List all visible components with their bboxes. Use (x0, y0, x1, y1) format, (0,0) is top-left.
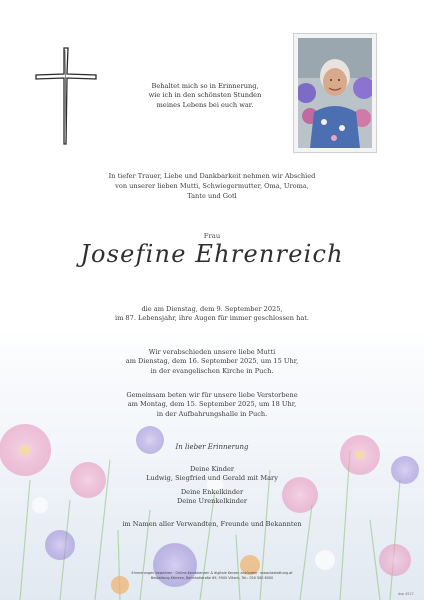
funeral-notice (40, 348, 384, 376)
portrait-photo (298, 38, 372, 148)
prayer-line: am Montag, dem 15. September 2025, um 18 Uhr, (127, 400, 297, 409)
page-id: dsp 4527 (398, 592, 414, 596)
footer-line: Bestattung Kärnten, Bahnhofstraße 69, 9500 Villach, Tel.: 050 500 6000 (150, 576, 274, 580)
quote-line: wie ich in den schönsten Stunden (148, 91, 262, 100)
quote-line: meines Lebens bei euch war. (156, 100, 254, 109)
portrait-frame (293, 33, 377, 153)
memorial-quote (120, 82, 290, 110)
mourner-line: Ludwig, Siegfried und Gerald mit Mary (146, 474, 278, 483)
intro-text (60, 172, 364, 201)
mourners-list (40, 465, 384, 507)
quote-line: Behaltet mich so in Erinnerung, (151, 82, 259, 90)
funeral-line: in der evangelischen Kirche in Puch. (150, 366, 274, 375)
prayer-notice (40, 391, 384, 419)
memory-heading: In lieber Erinnerung (175, 443, 249, 451)
closing-text: im Namen aller Verwandten, Freunde und Bekannten (122, 520, 302, 528)
cross-icon (34, 46, 98, 146)
intro-line: von unserer lieben Mutti, Schwiegermutter, Oma, Uroma, (115, 181, 309, 190)
deceased-name: Josefine Ehrenreich (80, 240, 344, 268)
mourner-line: Deine Kinder (189, 465, 235, 473)
prayer-line: in der Aufbahrungshalle in Puch. (156, 409, 268, 418)
footer-line: Erinnerungen bewahren · Online-Kondolenzen & digitale Kerzen anzünden · www.bestattung.at (131, 571, 293, 575)
prayer-line: Gemeinsam beten wir für unsere liebe Verstorbene (126, 391, 298, 399)
intro-line: In tiefer Trauer, Liebe und Dankbarkeit nehmen wir Abschied (108, 172, 316, 180)
closing-line (40, 520, 384, 529)
death-notice (40, 305, 384, 324)
funeral-line: am Dienstag, dem 16. September 2025, um 15 Uhr, (125, 357, 299, 366)
funeral-home-footer (40, 571, 384, 581)
intro-line: Tante und Gotl (187, 191, 237, 200)
mourner-line: Deine Enkelkinder (180, 487, 244, 496)
death-line: im 87. Lebensjahr, ihre Augen für immer geschlossen hat. (114, 314, 310, 323)
funeral-line: Wir verabschieden unsere liebe Mutti (148, 348, 276, 356)
salutation: Frau (203, 232, 221, 240)
mourner-line: Deine Urenkelkinder (176, 497, 248, 506)
death-line: die am Dienstag, dem 9. September 2025, (141, 305, 283, 313)
